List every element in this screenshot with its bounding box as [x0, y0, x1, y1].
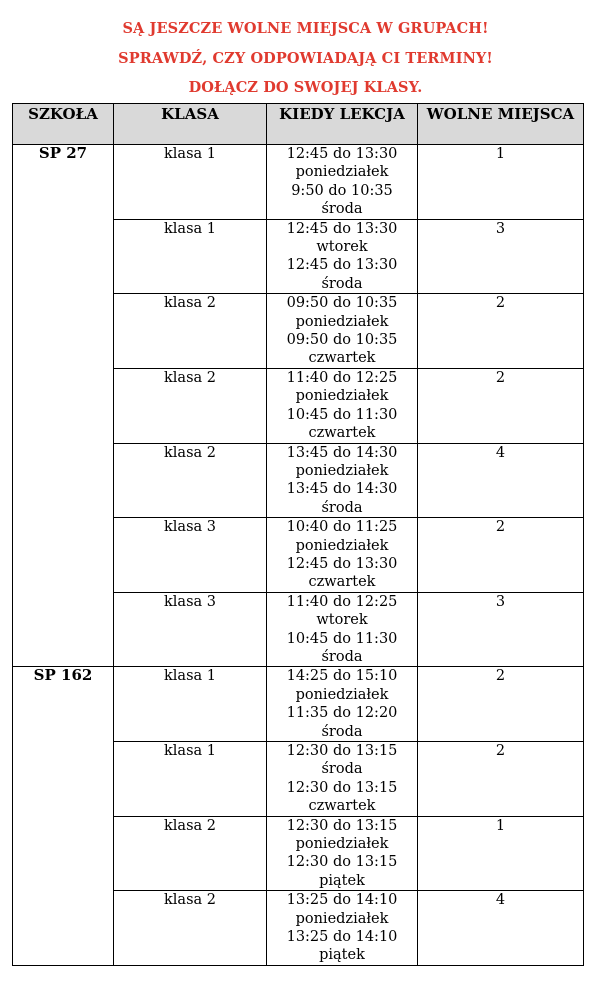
lesson-time-line: poniedziałek [295, 313, 389, 330]
table-row [13, 667, 584, 742]
lesson-time-cell [267, 219, 418, 294]
lesson-time-line: środa [321, 201, 363, 218]
lesson-time-line: 12:30 do 13:15 [286, 854, 398, 871]
lesson-time-line: 09:50 do 10:35 [286, 295, 398, 312]
lesson-time-line: piątek [319, 947, 365, 964]
lesson-time-line: środa [321, 723, 363, 740]
free-places-cell: 1 [418, 145, 584, 220]
lesson-time-line: środa [321, 761, 363, 778]
class-cell: klasa 3 [114, 592, 267, 667]
table-body [13, 145, 584, 966]
free-places-cell: 2 [418, 518, 584, 593]
lesson-time-line: czwartek [308, 425, 376, 442]
lesson-time-line: 13:25 do 14:10 [286, 892, 398, 909]
lesson-time-cell [267, 742, 418, 817]
header-free-places: WOLNE MIEJSCA [418, 104, 584, 145]
lesson-time-line: piątek [319, 872, 365, 889]
headline-join-class: DOŁĄCZ DO SWOJEJ KLASY. [188, 79, 423, 96]
lesson-time-line: 12:45 do 13:30 [286, 555, 398, 572]
lesson-time-line: poniedziałek [295, 836, 389, 853]
class-cell: klasa 1 [114, 219, 267, 294]
class-cell: klasa 2 [114, 443, 267, 518]
free-places-cell: 3 [418, 219, 584, 294]
lesson-time-line: 11:40 do 12:25 [286, 593, 398, 610]
free-places-cell: 2 [418, 742, 584, 817]
lesson-time-line: 13:25 do 14:10 [286, 929, 398, 946]
lesson-time-cell [267, 294, 418, 369]
lesson-time-line: poniedziałek [295, 462, 389, 479]
lesson-time-cell [267, 891, 418, 966]
lesson-time-line: 14:25 do 15:10 [286, 668, 398, 685]
lesson-time-line: 10:45 do 11:30 [286, 406, 398, 423]
lesson-time-cell [267, 145, 418, 220]
lesson-time-line: poniedziałek [295, 686, 389, 703]
class-cell: klasa 2 [114, 294, 267, 369]
lesson-time-cell [267, 592, 418, 667]
class-cell: klasa 2 [114, 891, 267, 966]
free-places-cell: 2 [418, 294, 584, 369]
free-places-cell: 4 [418, 443, 584, 518]
lesson-time-line: 13:45 do 14:30 [286, 444, 398, 461]
lesson-time-line: 12:45 do 13:30 [286, 146, 398, 162]
class-cell: klasa 1 [114, 145, 267, 220]
lesson-time-line: 12:45 do 13:30 [286, 257, 398, 274]
free-places-cell: 1 [418, 816, 584, 891]
schedule-table [12, 103, 584, 966]
lesson-time-line: 12:30 do 13:15 [286, 817, 398, 834]
lesson-time-line: wtorek [316, 612, 368, 629]
lesson-time-cell [267, 443, 418, 518]
lesson-time-line: poniedziałek [295, 910, 389, 927]
lesson-time-line: 9:50 do 10:35 [291, 182, 393, 199]
lesson-time-line: 11:40 do 12:25 [286, 369, 398, 386]
lesson-time-line: środa [321, 499, 363, 516]
lesson-time-cell [267, 518, 418, 593]
school-name-cell: SP 27 [13, 145, 114, 667]
class-cell: klasa 1 [114, 742, 267, 817]
lesson-time-line: poniedziałek [295, 388, 389, 405]
lesson-time-line: 12:30 do 13:15 [286, 743, 398, 759]
lesson-time-line: 10:40 do 11:25 [286, 519, 398, 536]
lesson-time-line: czwartek [308, 574, 376, 591]
headline-check-dates: SPRAWDŹ, CZY ODPOWIADAJĄ CI TERMINY! [118, 50, 493, 67]
lesson-time-line: środa [321, 275, 363, 292]
table-row [13, 145, 584, 220]
lesson-time-line: czwartek [308, 350, 376, 367]
lesson-time-line: 10:45 do 11:30 [286, 630, 398, 647]
lesson-time-cell [267, 667, 418, 742]
lesson-time-line: 12:30 do 13:15 [286, 779, 398, 796]
school-name-cell: SP 162 [13, 667, 114, 966]
free-places-cell: 4 [418, 891, 584, 966]
class-cell: klasa 1 [114, 667, 267, 742]
free-places-cell: 3 [418, 592, 584, 667]
lesson-time-line: poniedziałek [295, 537, 389, 554]
lesson-time-line: wtorek [316, 239, 368, 256]
lesson-time-line: 09:50 do 10:35 [286, 332, 398, 349]
headline-free-places: SĄ JESZCZE WOLNE MIEJSCA W GRUPACH! [122, 20, 489, 37]
lesson-time-cell [267, 368, 418, 443]
lesson-time-line: środa [321, 648, 363, 665]
header-class: KLASA [114, 104, 267, 145]
lesson-time-line: 12:45 do 13:30 [286, 220, 398, 237]
lesson-time-line: czwartek [308, 798, 376, 815]
lesson-time-line: poniedziałek [295, 164, 389, 181]
lesson-time-line: 11:35 do 12:20 [286, 705, 398, 722]
header-school: SZKOŁA [13, 104, 114, 145]
lesson-time-cell [267, 816, 418, 891]
class-cell: klasa 2 [114, 816, 267, 891]
header-lesson-time: KIEDY LEKCJA [267, 104, 418, 145]
free-places-cell: 2 [418, 368, 584, 443]
free-places-cell: 2 [418, 667, 584, 742]
class-cell: klasa 2 [114, 368, 267, 443]
class-cell: klasa 3 [114, 518, 267, 593]
lesson-time-line: 13:45 do 14:30 [286, 481, 398, 498]
table-header-row [13, 104, 584, 145]
